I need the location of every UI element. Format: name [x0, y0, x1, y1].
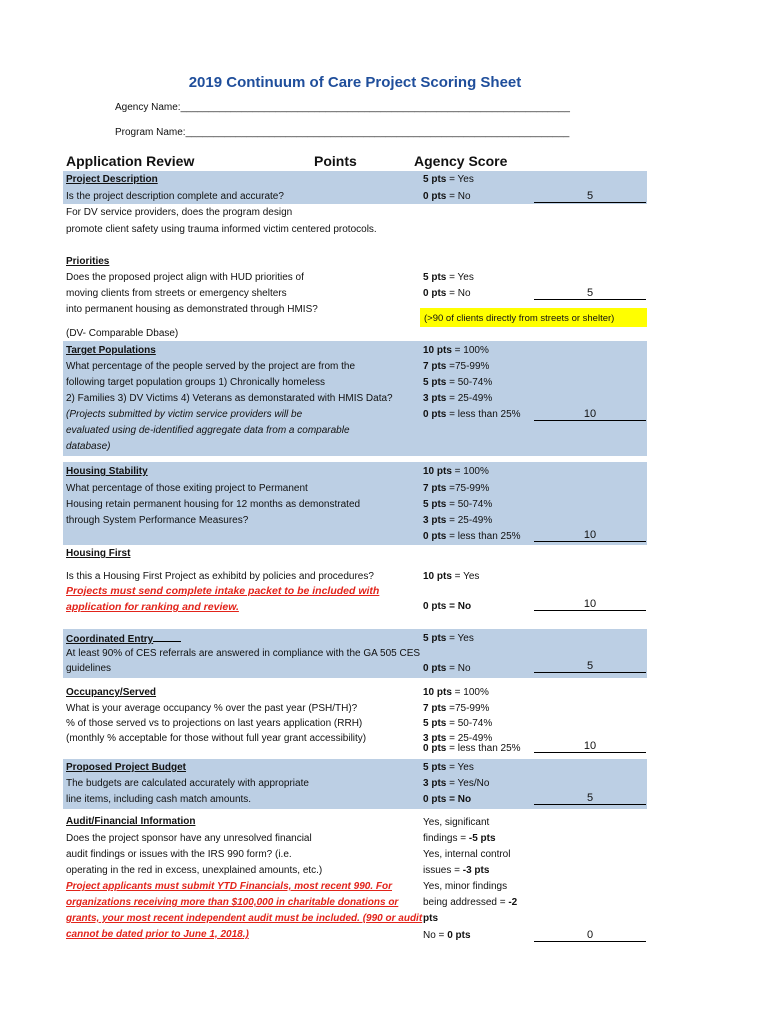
red-note-line: grants, your most recent independent audit must be included. (990 or audit [66, 913, 423, 924]
points-desc: issues = [423, 865, 463, 876]
points-value: 0 pts [423, 663, 447, 674]
points-value: 3 pts [423, 778, 447, 789]
text-line: (monthly % acceptable for those without full year grant accessibility) [66, 733, 367, 744]
points-value: 0 pts [447, 930, 471, 941]
points-desc: = 25-49% [446, 515, 493, 526]
text-line: For DV service providers, does the program design [66, 207, 293, 218]
points-line [423, 865, 489, 876]
points-value: 0 pts [423, 531, 447, 542]
red-note-line: application for ranking and review. [66, 601, 239, 613]
points-line [423, 272, 474, 283]
points-value: 3 pts [423, 733, 447, 744]
points-desc: being addressed = [423, 897, 509, 908]
text-line: line items, including cash match amounts. [66, 794, 252, 805]
points-line [423, 794, 471, 805]
housing-stability-heading: Housing Stability [66, 466, 148, 477]
text-line: following target population groups 1) Chronically homeless [66, 377, 326, 388]
points-line [423, 601, 471, 612]
points-line [423, 817, 489, 828]
points-line [423, 897, 517, 908]
points-desc: = No [446, 663, 471, 674]
red-note-line: Project applicants must submit YTD Financials, most recent 990. For [66, 881, 393, 892]
points-line [423, 377, 492, 388]
text-line: The budgets are calculated accurately with appropriate [66, 778, 309, 789]
points-value: 10 pts [423, 466, 452, 477]
points-value: 7 pts [423, 361, 447, 372]
text-line: evaluated using de-identified aggregate data from a comparable [66, 425, 350, 436]
text-line: guidelines [66, 663, 112, 674]
agency-name-line: Agency Name:______________________________________________________________________ [115, 102, 570, 113]
points-value: 0 pts [423, 288, 447, 299]
points-desc: =75-99% [446, 483, 490, 494]
points-line [423, 345, 489, 356]
points-desc: = 50-74% [446, 377, 493, 388]
points-value: 5 pts [423, 174, 447, 185]
text-line: into permanent housing as demonstrated through HMIS? [66, 304, 318, 315]
points-desc: = less than 25% [446, 531, 521, 542]
points-desc: = Yes [446, 762, 474, 773]
points-value: 5 pts [423, 633, 447, 644]
points-desc: = 50-74% [446, 499, 493, 510]
points-desc: Yes, significant [423, 817, 490, 828]
audit-score: 0 [534, 929, 646, 942]
points-line [423, 718, 492, 729]
coordinated-entry-score: 5 [534, 660, 646, 673]
project-description-score: 5 [534, 190, 646, 203]
points-value: 3 pts [423, 515, 447, 526]
text-line: What is your average occupancy % over the past year (PSH/TH)? [66, 703, 358, 714]
text-line: Is the project description complete and accurate? [66, 191, 284, 202]
points-line [423, 531, 521, 542]
points-value: 5 pts [423, 762, 447, 773]
program-name-line: Program Name:_____________________________________________________________________ [115, 127, 570, 138]
points-line [423, 703, 489, 714]
text-line: database) [66, 441, 111, 452]
points-value: 7 pts [423, 703, 447, 714]
text-line: 2) Families 3) DV Victims 4) Veterans as demonstarated with HMIS Data? [66, 393, 393, 404]
points-desc: = 100% [451, 687, 489, 698]
points-value: 10 pts [423, 571, 452, 582]
red-note-line: cannot be dated prior to June 1, 2018.) [66, 929, 249, 940]
agency-score-header: Agency Score [414, 153, 508, 169]
points-value: -5 pts [468, 833, 496, 844]
points-desc: = Yes/No [446, 778, 490, 789]
points-line [423, 930, 471, 941]
points-line [423, 881, 507, 892]
points-desc: = 50-74% [446, 718, 493, 729]
points-desc: Yes, internal control [423, 849, 511, 860]
target-populations-score: 10 [534, 408, 646, 421]
points-line [423, 466, 489, 477]
priorities-heading: Priorities [66, 256, 110, 267]
points-desc: = less than 25% [446, 743, 521, 754]
page-title: 2019 Continuum of Care Project Scoring Sheet [188, 74, 522, 91]
points-value: -3 pts [462, 865, 490, 876]
points-value: 3 pts [423, 393, 447, 404]
points-line [423, 687, 489, 698]
red-note-line: organizations receiving more than $100,000 in charitable donations or [66, 897, 399, 908]
points-line [423, 361, 489, 372]
text-line: Is this a Housing First Project as exhibitd by policies and procedures? [66, 571, 374, 582]
housing-first-score: 10 [534, 598, 646, 611]
points-value: 7 pts [423, 483, 447, 494]
points-line [423, 571, 479, 582]
points-desc: = No [446, 288, 471, 299]
points-line [423, 762, 474, 773]
points-value: pts [423, 913, 438, 924]
points-line [423, 833, 496, 844]
text-line: operating in the red in excess, unexplained amounts, etc.) [66, 865, 323, 876]
points-value: 0 pts [423, 743, 447, 754]
text-line: Housing retain permanent housing for 12 months as demonstrated [66, 499, 361, 510]
points-desc: Yes, minor findings [423, 881, 508, 892]
points-desc: = 25-49% [446, 393, 493, 404]
occupancy-score: 10 [534, 740, 646, 753]
occupancy-heading: Occupancy/Served [66, 687, 157, 698]
points-line [423, 191, 471, 202]
text-line: What percentage of those exiting project to Permanent [66, 483, 308, 494]
points-value: 5 pts [423, 272, 447, 283]
points-desc: =75-99% [446, 703, 490, 714]
priorities-score: 5 [534, 287, 646, 300]
points-header: Points [314, 153, 357, 169]
points-value: 10 pts [423, 345, 452, 356]
housing-stability-score: 10 [534, 529, 646, 542]
coordinated-entry-heading-text: Coordinated Entry [66, 634, 154, 645]
points-line [423, 288, 471, 299]
points-line [423, 849, 510, 860]
budget-heading: Proposed Project Budget [66, 762, 187, 773]
points-desc: = Yes [446, 174, 474, 185]
points-line [423, 913, 438, 924]
priorities-note: (>90 of clients directly from streets or shelter) [424, 313, 615, 324]
target-populations-heading: Target Populations [66, 345, 156, 356]
text-line: promote client safety using trauma informed victim centered protocols. [66, 224, 377, 235]
text-line: Does the proposed project align with HUD priorities of [66, 272, 304, 283]
points-value: 0 pts [423, 409, 447, 420]
points-desc: = 25-49% [446, 733, 493, 744]
text-line: % of those served vs to projections on last years application (RRH) [66, 718, 363, 729]
text-line: moving clients from streets or emergency shelters [66, 288, 287, 299]
text-line: Does the project sponsor have any unresolved financial [66, 833, 312, 844]
points-desc: = 100% [451, 345, 489, 356]
points-desc: findings = [423, 833, 469, 844]
points-value: 5 pts [423, 377, 447, 388]
points-value: 5 pts [423, 718, 447, 729]
points-line [423, 633, 474, 644]
budget-score: 5 [534, 792, 646, 805]
points-desc: No = [423, 930, 448, 941]
text-line: (Projects submitted by victim service providers will be [66, 409, 303, 420]
points-desc: = No [446, 191, 471, 202]
text-line: (DV- Comparable Dbase) [66, 328, 179, 339]
points-value: 5 pts [423, 499, 447, 510]
points-line [423, 483, 489, 494]
project-description-heading: Project Description [66, 174, 158, 185]
points-desc: = 100% [451, 466, 489, 477]
points-desc: = Yes [451, 571, 480, 582]
text-line: What percentage of the people served by the project are from the [66, 361, 356, 372]
points-value: 0 pts = No [423, 601, 472, 612]
points-value: -2 [508, 897, 518, 908]
points-desc: = less than 25% [446, 409, 521, 420]
points-line [423, 663, 471, 674]
audit-heading: Audit/Financial Information [66, 816, 196, 827]
points-line [423, 515, 492, 526]
text-line: audit findings or issues with the IRS 990 form? (i.e. [66, 849, 292, 860]
points-line [423, 499, 492, 510]
points-desc: = Yes [446, 633, 474, 644]
points-line [423, 743, 521, 754]
text-line: through System Performance Measures? [66, 515, 249, 526]
points-value: 0 pts [423, 191, 447, 202]
red-note-line: Projects must send complete intake packet to be included with [66, 585, 380, 597]
points-line [423, 174, 474, 185]
coordinated-entry-heading [66, 632, 181, 645]
application-review-header: Application Review [66, 153, 195, 169]
points-desc: = Yes [446, 272, 474, 283]
points-value: 10 pts [423, 687, 452, 698]
points-value: 0 pts = No [423, 794, 472, 805]
points-desc: =75-99% [446, 361, 490, 372]
points-line [423, 393, 492, 404]
housing-first-heading: Housing First [66, 548, 131, 559]
points-line [423, 778, 489, 789]
points-line [423, 409, 521, 420]
text-line: At least 90% of CES referrals are answered in compliance with the GA 505 CES [66, 648, 421, 659]
